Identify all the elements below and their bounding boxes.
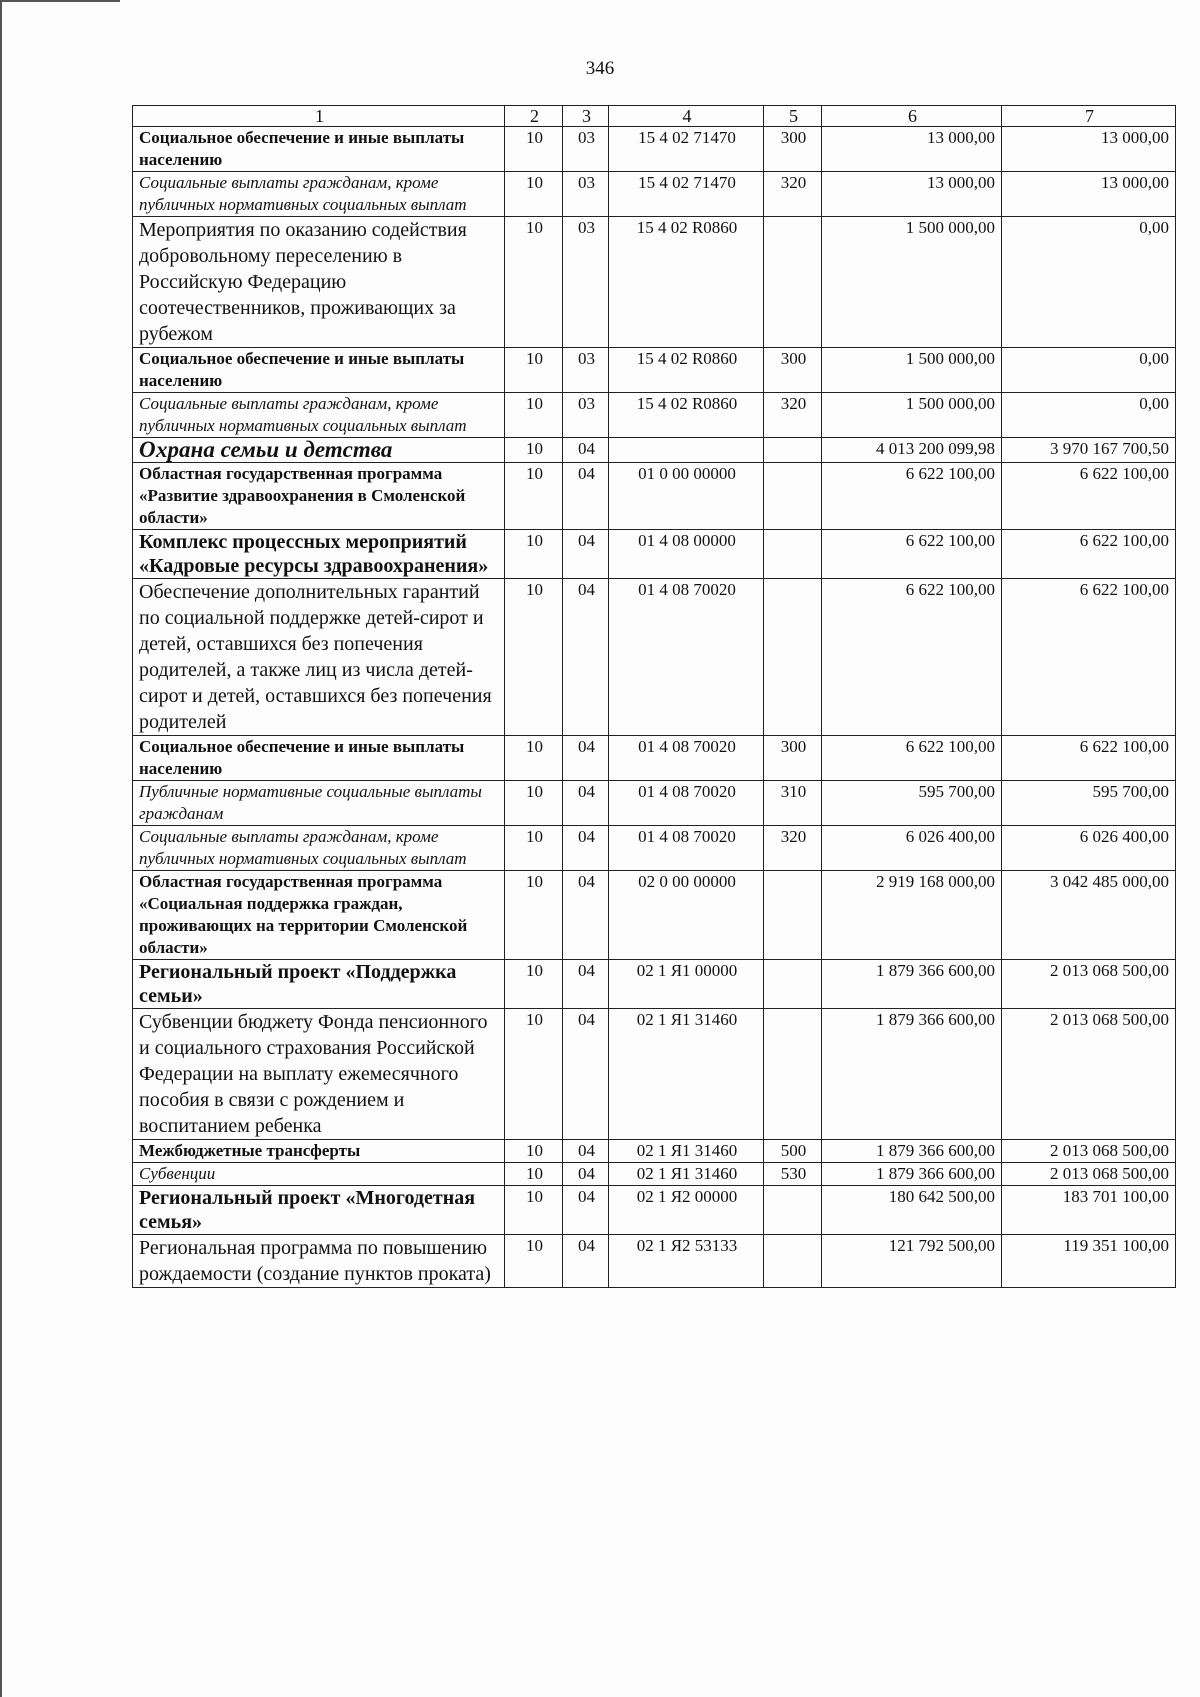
table-row: [133, 348, 1176, 393]
header-cell: 1: [133, 106, 505, 127]
row-name: Публичные нормативные социальные выплаты гражданам: [133, 781, 505, 826]
subsection-code: 04: [563, 463, 609, 530]
amount-year-2: 2 013 068 500,00: [1002, 1009, 1176, 1140]
budget-table: [132, 105, 1176, 1288]
target-article-code: [609, 438, 764, 463]
amount-year-1: 1 879 366 600,00: [822, 1009, 1002, 1140]
scan-edge-line: [0, 0, 2, 1697]
row-name: Межбюджетные трансферты: [133, 1140, 505, 1163]
row-name: Субвенции: [133, 1163, 505, 1186]
amount-year-2: 0,00: [1002, 217, 1176, 348]
table-row: [133, 826, 1176, 871]
section-code: 10: [505, 826, 563, 871]
target-article-code: 15 4 02 71470: [609, 172, 764, 217]
target-article-code: 02 1 Я1 31460: [609, 1009, 764, 1140]
table-row: [133, 1140, 1176, 1163]
table-row: [133, 1163, 1176, 1186]
section-code: 10: [505, 530, 563, 579]
header-cell: 4: [609, 106, 764, 127]
amount-year-2: 3 970 167 700,50: [1002, 438, 1176, 463]
amount-year-2: 13 000,00: [1002, 127, 1176, 172]
section-code: 10: [505, 217, 563, 348]
amount-year-1: 6 622 100,00: [822, 736, 1002, 781]
amount-year-1: 1 879 366 600,00: [822, 1140, 1002, 1163]
target-article-code: 15 4 02 R0860: [609, 217, 764, 348]
expense-type-code: [764, 463, 822, 530]
subsection-code: 04: [563, 781, 609, 826]
target-article-code: 15 4 02 R0860: [609, 393, 764, 438]
table-row: [133, 871, 1176, 960]
header-cell: 7: [1002, 106, 1176, 127]
row-name: Охрана семьи и детства: [133, 438, 505, 463]
table-row: [133, 463, 1176, 530]
section-code: 10: [505, 579, 563, 736]
row-name: Мероприятия по оказанию содействия добровольному переселению в Российскую Федерацию соотечественников, проживающих за рубежом: [133, 217, 505, 348]
row-name: Обеспечение дополнительных гарантий по социальной поддержке детей-сирот и детей, оставшихся без попечения родителей, а также лиц из числа детей-сирот и детей, оставшихся без попечения родителей: [133, 579, 505, 736]
page-number: 346: [585, 58, 615, 79]
section-code: 10: [505, 736, 563, 781]
table-row: [133, 736, 1176, 781]
subsection-code: 04: [563, 1163, 609, 1186]
subsection-code: 04: [563, 960, 609, 1009]
amount-year-1: 6 026 400,00: [822, 826, 1002, 871]
expense-type-code: [764, 871, 822, 960]
section-code: 10: [505, 1235, 563, 1288]
expense-type-code: 320: [764, 172, 822, 217]
subsection-code: 04: [563, 1186, 609, 1235]
amount-year-2: 6 622 100,00: [1002, 530, 1176, 579]
table-row: [133, 579, 1176, 736]
amount-year-1: 1 879 366 600,00: [822, 1163, 1002, 1186]
table-row: [133, 217, 1176, 348]
amount-year-1: 6 622 100,00: [822, 530, 1002, 579]
target-article-code: 02 1 Я1 31460: [609, 1163, 764, 1186]
section-code: 10: [505, 463, 563, 530]
table-row: [133, 781, 1176, 826]
expense-type-code: 300: [764, 736, 822, 781]
amount-year-2: 595 700,00: [1002, 781, 1176, 826]
row-name: Социальное обеспечение и иные выплаты населению: [133, 348, 505, 393]
section-code: 10: [505, 960, 563, 1009]
section-code: 10: [505, 871, 563, 960]
amount-year-1: 6 622 100,00: [822, 579, 1002, 736]
row-name: Региональный проект «Многодетная семья»: [133, 1186, 505, 1235]
amount-year-2: 2 013 068 500,00: [1002, 1140, 1176, 1163]
amount-year-2: 0,00: [1002, 393, 1176, 438]
target-article-code: 02 0 00 00000: [609, 871, 764, 960]
section-code: 10: [505, 1163, 563, 1186]
subsection-code: 04: [563, 871, 609, 960]
subsection-code: 03: [563, 172, 609, 217]
amount-year-1: 595 700,00: [822, 781, 1002, 826]
target-article-code: 15 4 02 R0860: [609, 348, 764, 393]
target-article-code: 02 1 Я1 00000: [609, 960, 764, 1009]
subsection-code: 04: [563, 579, 609, 736]
section-code: 10: [505, 127, 563, 172]
amount-year-1: 13 000,00: [822, 172, 1002, 217]
target-article-code: 01 4 08 70020: [609, 826, 764, 871]
amount-year-2: 13 000,00: [1002, 172, 1176, 217]
target-article-code: 02 1 Я1 31460: [609, 1140, 764, 1163]
header-row: [133, 106, 1176, 127]
amount-year-1: 121 792 500,00: [822, 1235, 1002, 1288]
amount-year-2: 6 622 100,00: [1002, 463, 1176, 530]
subsection-code: 04: [563, 736, 609, 781]
scan-edge-line: [0, 0, 120, 2]
row-name: Социальные выплаты гражданам, кроме публичных нормативных социальных выплат: [133, 393, 505, 438]
target-article-code: 01 4 08 70020: [609, 736, 764, 781]
amount-year-1: 180 642 500,00: [822, 1186, 1002, 1235]
section-code: 10: [505, 1009, 563, 1140]
amount-year-2: 119 351 100,00: [1002, 1235, 1176, 1288]
table-row: [133, 1235, 1176, 1288]
expense-type-code: 500: [764, 1140, 822, 1163]
row-name: Областная государственная программа «Развитие здравоохранения в Смоленской области»: [133, 463, 505, 530]
row-name: Субвенции бюджету Фонда пенсионного и социального страхования Российской Федерации на выплату ежемесячного пособия в связи с рождением и воспитанием ребенка: [133, 1009, 505, 1140]
expense-type-code: [764, 579, 822, 736]
expense-type-code: [764, 1235, 822, 1288]
amount-year-1: 4 013 200 099,98: [822, 438, 1002, 463]
table-row: [133, 438, 1176, 463]
expense-type-code: 320: [764, 826, 822, 871]
target-article-code: 02 1 Я2 00000: [609, 1186, 764, 1235]
header-cell: 5: [764, 106, 822, 127]
amount-year-1: 6 622 100,00: [822, 463, 1002, 530]
expense-type-code: 320: [764, 393, 822, 438]
subsection-code: 03: [563, 393, 609, 438]
subsection-code: 03: [563, 217, 609, 348]
row-name: Социальное обеспечение и иные выплаты населению: [133, 127, 505, 172]
row-name: Областная государственная программа «Социальная поддержка граждан, проживающих на территории Смоленской области»: [133, 871, 505, 960]
subsection-code: 04: [563, 438, 609, 463]
row-name: Социальные выплаты гражданам, кроме публичных нормативных социальных выплат: [133, 826, 505, 871]
amount-year-1: 2 919 168 000,00: [822, 871, 1002, 960]
row-name: Социальное обеспечение и иные выплаты населению: [133, 736, 505, 781]
amount-year-2: 2 013 068 500,00: [1002, 960, 1176, 1009]
section-code: 10: [505, 1186, 563, 1235]
amount-year-1: 1 879 366 600,00: [822, 960, 1002, 1009]
amount-year-2: 0,00: [1002, 348, 1176, 393]
expense-type-code: 310: [764, 781, 822, 826]
expense-type-code: [764, 217, 822, 348]
section-code: 10: [505, 393, 563, 438]
expense-type-code: 300: [764, 348, 822, 393]
table-row: [133, 172, 1176, 217]
target-article-code: 01 4 08 70020: [609, 579, 764, 736]
row-name: Региональная программа по повышению рождаемости (создание пунктов проката): [133, 1235, 505, 1288]
amount-year-2: 2 013 068 500,00: [1002, 1163, 1176, 1186]
amount-year-2: 6 622 100,00: [1002, 579, 1176, 736]
subsection-code: 04: [563, 826, 609, 871]
target-article-code: 01 4 08 00000: [609, 530, 764, 579]
expense-type-code: [764, 960, 822, 1009]
table-row: [133, 1186, 1176, 1235]
amount-year-1: 13 000,00: [822, 127, 1002, 172]
amount-year-2: 6 026 400,00: [1002, 826, 1176, 871]
amount-year-2: 6 622 100,00: [1002, 736, 1176, 781]
section-code: 10: [505, 781, 563, 826]
header-cell: 6: [822, 106, 1002, 127]
table-row: [133, 127, 1176, 172]
row-name: Социальные выплаты гражданам, кроме публичных нормативных социальных выплат: [133, 172, 505, 217]
target-article-code: 02 1 Я2 53133: [609, 1235, 764, 1288]
row-name: Региональный проект «Поддержка семьи»: [133, 960, 505, 1009]
target-article-code: 15 4 02 71470: [609, 127, 764, 172]
subsection-code: 03: [563, 348, 609, 393]
target-article-code: 01 4 08 70020: [609, 781, 764, 826]
table-row: [133, 960, 1176, 1009]
expense-type-code: [764, 530, 822, 579]
amount-year-2: 3 042 485 000,00: [1002, 871, 1176, 960]
expense-type-code: [764, 1009, 822, 1140]
section-code: 10: [505, 172, 563, 217]
amount-year-2: 183 701 100,00: [1002, 1186, 1176, 1235]
header-cell: 3: [563, 106, 609, 127]
section-code: 10: [505, 348, 563, 393]
table-row: [133, 530, 1176, 579]
expense-type-code: [764, 1186, 822, 1235]
table-row: [133, 1009, 1176, 1140]
section-code: 10: [505, 438, 563, 463]
subsection-code: 04: [563, 530, 609, 579]
amount-year-1: 1 500 000,00: [822, 348, 1002, 393]
amount-year-1: 1 500 000,00: [822, 217, 1002, 348]
section-code: 10: [505, 1140, 563, 1163]
row-name: Комплекс процессных мероприятий «Кадровые ресурсы здравоохранения»: [133, 530, 505, 579]
amount-year-1: 1 500 000,00: [822, 393, 1002, 438]
subsection-code: 04: [563, 1235, 609, 1288]
expense-type-code: 530: [764, 1163, 822, 1186]
header-cell: 2: [505, 106, 563, 127]
target-article-code: 01 0 00 00000: [609, 463, 764, 530]
table-row: [133, 393, 1176, 438]
subsection-code: 03: [563, 127, 609, 172]
expense-type-code: 300: [764, 127, 822, 172]
subsection-code: 04: [563, 1009, 609, 1140]
expense-type-code: [764, 438, 822, 463]
subsection-code: 04: [563, 1140, 609, 1163]
